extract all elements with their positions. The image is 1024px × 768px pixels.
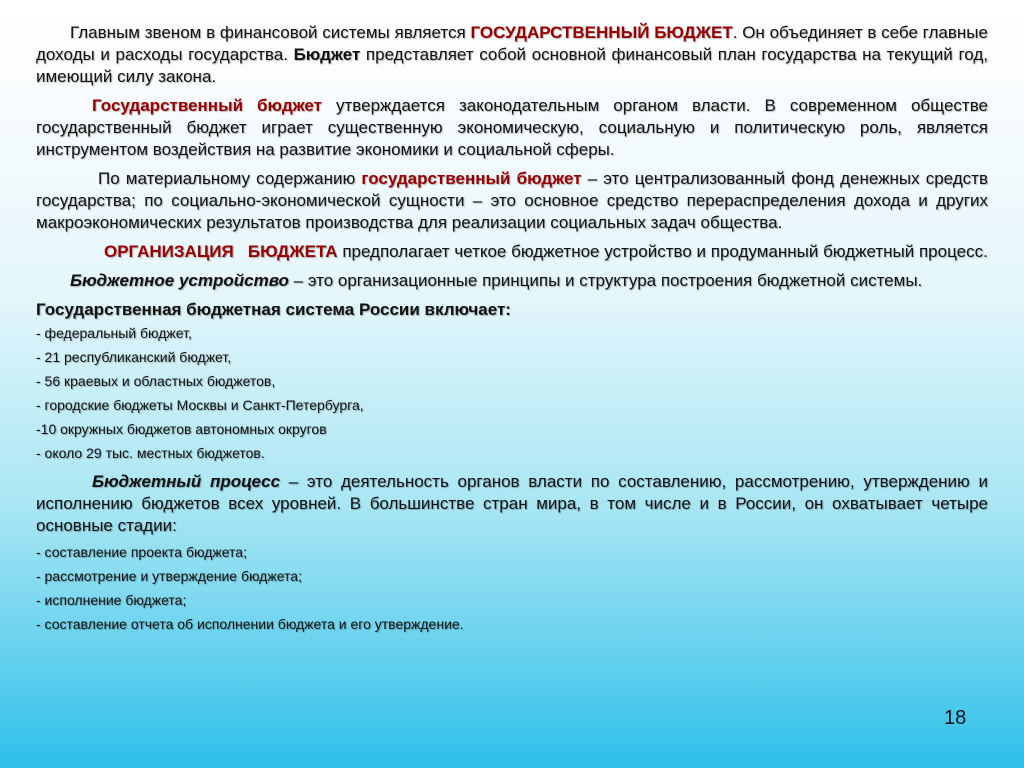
list-item: - 21 республиканский бюджет,: [36, 349, 232, 365]
paragraph-main-link: Главным звеном в финансовой системы является ГОСУДАРСТВЕННЫЙ БЮДЖЕТ. Он объединяет в себе главные доходы и расходы государства. Бюджет представляет собой основной финансовый план государства на текущий год, имеющий силу закона.: [36, 23, 988, 86]
list-item: - составление проекта бюджета;: [36, 544, 247, 560]
highlight-state-budget: Государственный бюджет: [92, 96, 322, 115]
list-item: - рассмотрение и утверждение бюджета;: [36, 568, 302, 584]
system-heading: Государственная бюджетная система России включает:: [36, 300, 511, 319]
list-item: - около 29 тыс. местных бюджетов.: [36, 445, 265, 461]
highlight-budget-organization: ОРГАНИЗАЦИЯ БЮДЖЕТА: [104, 242, 338, 261]
paragraph-budget-process: Бюджетный процесс – это деятельность органов власти по составлению, рассмотрению, утверждению и исполнению бюджетов всех уровней. В большинстве стран мира, в том числе и в России, он охватывает четыре основные стадии:: [36, 472, 988, 535]
list-item: - исполнение бюджета;: [36, 592, 187, 608]
list-item: - федеральный бюджет,: [36, 325, 192, 341]
list-item: - городские бюджеты Москвы и Санкт-Петербурга,: [36, 397, 364, 413]
paragraph-approval: Государственный бюджет утверждается законодательным органом власти. В современном обществе государственный бюджет играет существенную экономическую, социальную и политическую роль, является инструментом воздействия на развитие экономики и социальной сферы.: [36, 96, 988, 159]
term-budget-structure: Бюджетное устройство: [70, 271, 289, 290]
highlight-state-budget: ГОСУДАРСТВЕННЫЙ БЮДЖЕТ: [470, 23, 733, 42]
list-item: - 56 краевых и областных бюджетов,: [36, 373, 276, 389]
page-number: 18: [944, 707, 967, 729]
paragraph-material-content: По материальному содержанию государственный бюджет – это централизованный фонд денежных средств государства; по социально-экономической сущности – это основное средство перераспределения дохода и других макроэкономических результатов производства для реализации социальных задач общества.: [36, 169, 988, 232]
term-budget-process: Бюджетный процесс: [92, 472, 281, 491]
slide-content: [36, 22, 988, 640]
bold-budget: Бюджет: [293, 45, 361, 64]
highlight-state-budget: государственный бюджет: [361, 169, 582, 188]
list-item: - составление отчета об исполнении бюджета и его утверждение.: [36, 616, 464, 632]
paragraph-budget-organization: ОРГАНИЗАЦИЯ БЮДЖЕТА предполагает четкое бюджетное устройство и продуманный бюджетный процесс.: [104, 242, 988, 261]
list-item: -10 окружных бюджетов автономных округов: [36, 421, 327, 437]
paragraph-budget-structure: Бюджетное устройство – это организационные принципы и структура построения бюджетной системы.: [70, 271, 923, 290]
